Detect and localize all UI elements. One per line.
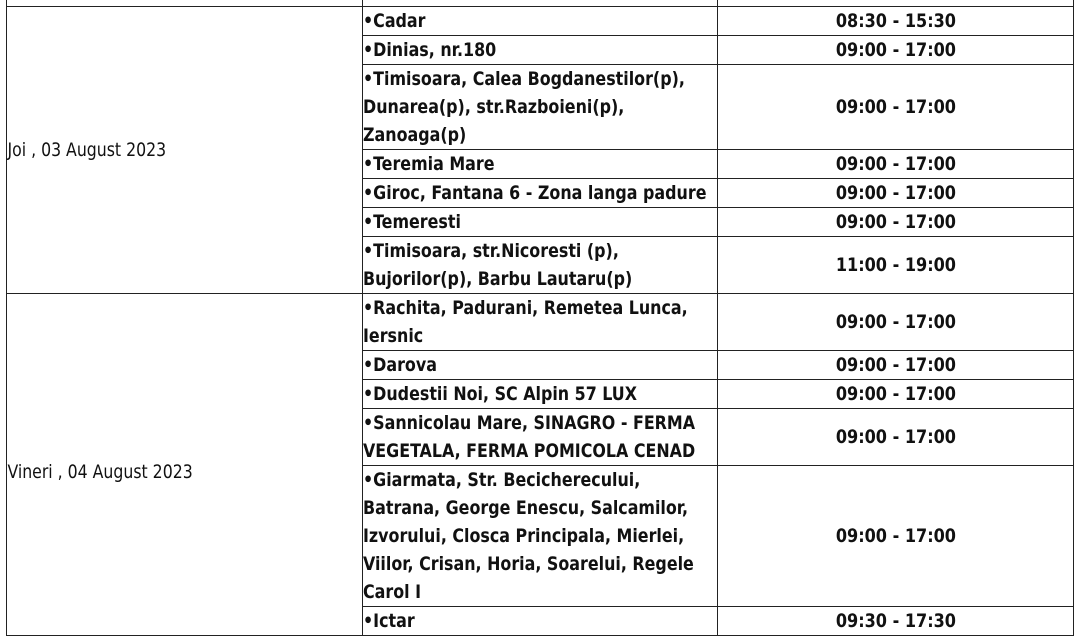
outage-schedule-table <box>6 0 1074 636</box>
time-cell <box>718 466 1074 607</box>
date-cell: Joi , 03 August 2023 <box>7 7 334 294</box>
time-text: 09:00 - 17:00 <box>835 383 956 405</box>
location-cell <box>362 380 718 409</box>
schedule-body <box>7 0 1074 636</box>
location-text: •Timisoara, Calea Bogdanestilor(p), Dunarea(p), str.Razboieni(p), Zanoaga(p) <box>362 68 685 146</box>
time-text: 09:00 - 17:00 <box>835 39 956 61</box>
time-cell <box>718 409 1074 466</box>
location-cell <box>362 36 718 65</box>
location-text: •Dudestii Noi, SC Alpin 57 LUX <box>362 383 637 405</box>
location-cell <box>362 65 718 150</box>
time-text: 09:00 - 17:00 <box>835 525 956 547</box>
location-text: •Cadar <box>362 10 426 32</box>
location-cell <box>362 351 718 380</box>
location-cell <box>362 208 718 237</box>
location-text: •Timisoara, str.Nicoresti (p), Bujorilor(p), Barbu Lautaru(p) <box>362 240 632 290</box>
time-text: 09:00 - 17:00 <box>835 354 956 376</box>
time-cell <box>718 7 1074 36</box>
location-text: •Giroc, Fantana 6 - Zona langa padure <box>362 182 707 204</box>
date-cell: Vineri , 04 August 2023 <box>7 294 334 636</box>
location-cell <box>362 409 718 466</box>
time-text: 09:00 - 17:00 <box>835 96 956 118</box>
table-row <box>7 294 1074 351</box>
time-cell <box>718 380 1074 409</box>
location-cell <box>362 150 718 179</box>
location-text: •Ictar <box>362 610 415 632</box>
location-text: •Rachita, Padurani, Remetea Lunca, Iersnic <box>362 297 688 347</box>
time-cell <box>718 208 1074 237</box>
time-text: 09:00 - 17:00 <box>835 153 956 175</box>
location-cell <box>362 7 718 36</box>
time-text: 08:30 - 15:30 <box>835 10 956 32</box>
time-cell <box>718 65 1074 150</box>
location-text: •Darova <box>362 354 437 376</box>
time-cell <box>718 179 1074 208</box>
location-cell <box>362 179 718 208</box>
location-cell <box>362 607 718 636</box>
location-cell <box>362 237 718 294</box>
location-cell <box>362 466 718 607</box>
time-cell <box>718 150 1074 179</box>
time-text: 09:00 - 17:00 <box>835 211 956 233</box>
location-text: •Giarmata, Str. Becicherecului, Batrana, George Enescu, Salcamilor, Izvorului, Closca Principala, Mierlei, Viilor, Crisan, Horia, Soarelui, Regele Carol I <box>362 469 694 603</box>
location-text: •Temeresti <box>362 211 461 233</box>
time-text: 11:00 - 19:00 <box>835 254 956 276</box>
time-cell <box>718 237 1074 294</box>
time-cell <box>718 351 1074 380</box>
time-cell <box>718 294 1074 351</box>
location-text: •Sannicolau Mare, SINAGRO - FERMA VEGETALA, FERMA POMICOLA CENAD <box>362 412 695 462</box>
time-cell <box>718 36 1074 65</box>
time-cell <box>718 607 1074 636</box>
location-text: •Teremia Mare <box>362 153 495 175</box>
table-row <box>7 7 1074 36</box>
location-text: •Dinias, nr.180 <box>362 39 496 61</box>
time-text: 09:00 - 17:00 <box>835 426 956 448</box>
time-text: 09:30 - 17:30 <box>835 610 956 632</box>
location-cell <box>362 294 718 351</box>
time-text: 09:00 - 17:00 <box>835 182 956 204</box>
time-text: 09:00 - 17:00 <box>835 311 956 333</box>
